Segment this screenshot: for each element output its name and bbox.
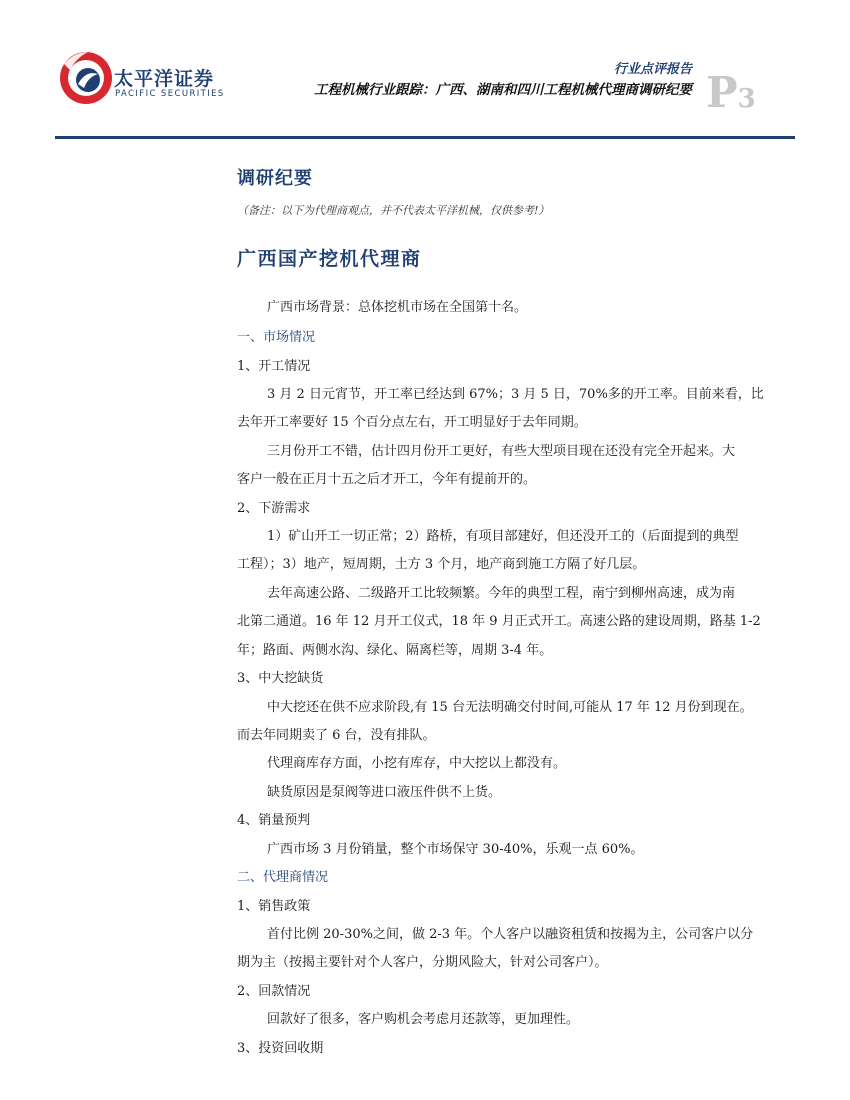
paragraph-line: 代理商库存方面，小挖有库存，中大挖以上都没有。 (267, 756, 567, 771)
page-number (706, 68, 756, 117)
logo-chinese-name: 太平洋证券 (114, 68, 215, 90)
paragraph-line: 广西市场背景：总体挖机市场在全国第十名。 (267, 300, 528, 315)
paragraph-line: 期为主（按揭主要针对个人客户，分期风险大，针对公司客户）。 (237, 955, 608, 970)
logo-english-name: PACIFIC SECURITIES (115, 89, 225, 99)
paragraph-line: 而去年同期卖了 6 台，没有排队。 (237, 728, 436, 743)
paragraph-line: 去年开工率要好 15 个百分点左右，开工明显好于去年同期。 (237, 415, 587, 430)
section-title: 调研纪要 (237, 168, 313, 189)
paragraph-line: 去年高速公路、二级路开工比较频繁。今年的典型工程，南宁到柳州高速，成为南 (267, 586, 736, 601)
paragraph-line: 3 月 2 日元宵节，开工率已经达到 67%；3 月 5 日，70%多的开工率。目前来看，比 (267, 387, 764, 402)
disclaimer-note: （备注：以下为代理商观点，并不代表太平洋机械，仅供参考!） (237, 204, 550, 217)
paragraph-line: 首付比例 20-30%之间，做 2-3 年。个人客户以融资租赁和按揭为主，公司客户以分 (267, 927, 754, 942)
company-logo (58, 44, 233, 114)
item-heading: 3、投资回收期 (237, 1041, 324, 1056)
paragraph-line: 中大挖还在供不应求阶段,有 15 台无法明确交付时间,可能从 17 年 12 月份到现在。 (267, 700, 753, 715)
header-divider (55, 136, 795, 139)
subsection-title: 广西国产挖机代理商 (237, 248, 422, 270)
paragraph-line: 回款好了很多，客户购机会考虑月还款等，更加理性。 (267, 1012, 580, 1027)
item-heading: 4、销量预判 (237, 813, 311, 828)
paragraph-line: 年；路面、两侧水沟、绿化、隔离栏等，周期 3-4 年。 (237, 643, 553, 658)
item-heading: 2、下游需求 (237, 501, 311, 516)
paragraph-line: 缺货原因是泵阀等进口液压件供不上货。 (267, 785, 502, 800)
paragraph-line: 三月份开工不错，估计四月份开工更好，有些大型项目现在还没有完全开起来。大 (267, 444, 736, 459)
paragraph-line: 工程）；3）地产，短周期，土方 3 个月，地产商到施工方隔了好几层。 (237, 557, 646, 572)
paragraph-line: 1）矿山开工一切正常；2）路桥，有项目部建好，但还没开工的（后面提到的典型 (267, 529, 739, 544)
heading-market: 一、市场情况 (237, 330, 316, 345)
item-heading: 1、销售政策 (237, 899, 311, 914)
item-heading: 2、回款情况 (237, 984, 311, 999)
paragraph-line: 客户一般在正月十五之后才开工，今年有提前开的。 (237, 472, 537, 487)
paragraph-line: 北第二通道。16 年 12 月开工仪式，18 年 9 月正式开工。高速公路的建设周期，路基 1-2 (237, 614, 761, 629)
item-heading: 1、开工情况 (237, 359, 311, 374)
report-title: 工程机械行业跟踪：广西、湖南和四川工程机械代理商调研纪要 (314, 82, 692, 98)
item-heading: 3、中大挖缺货 (237, 671, 324, 686)
paragraph-line: 广西市场 3 月份销量，整个市场保守 30-40%，乐观一点 60%。 (267, 842, 644, 857)
page-number-value: 3 (737, 84, 756, 114)
logo-mark-icon (58, 44, 114, 110)
report-type-label: 行业点评报告 (613, 62, 692, 77)
page-number-prefix: P (706, 68, 738, 117)
page-header (0, 0, 850, 140)
heading-agent: 二、代理商情况 (237, 870, 329, 885)
